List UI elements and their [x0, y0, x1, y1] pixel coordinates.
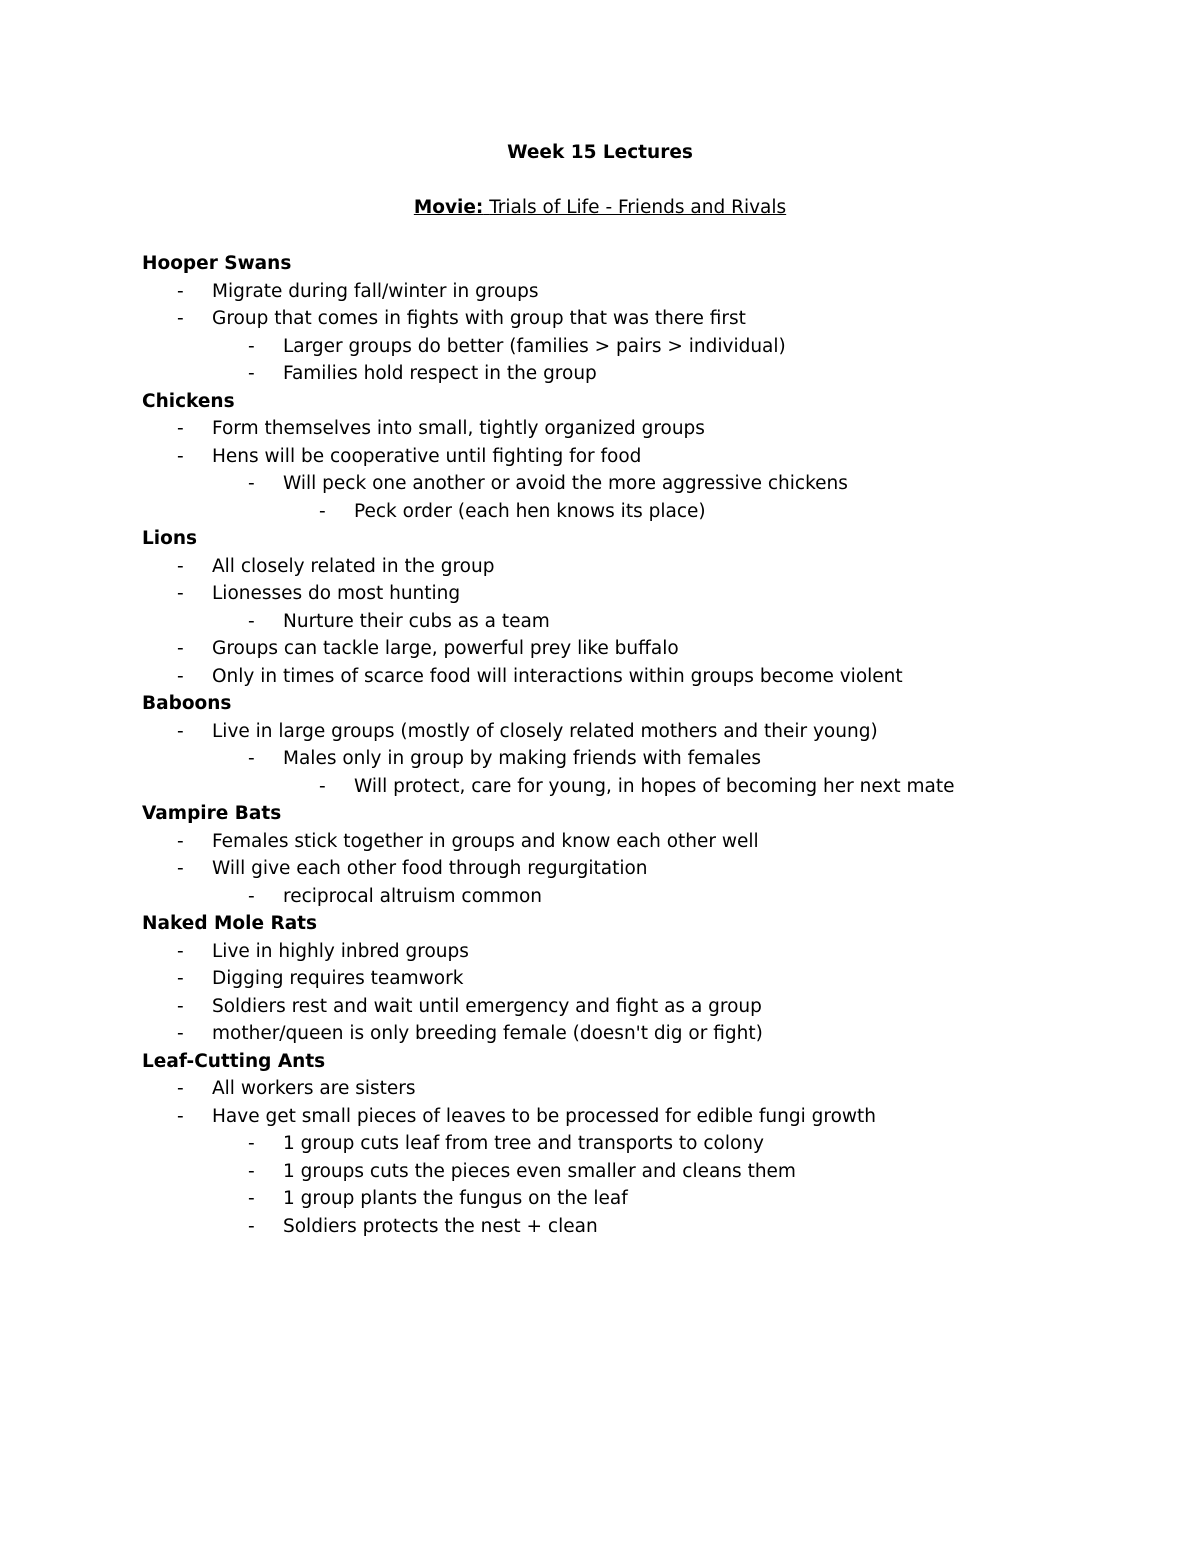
bullet-dash: - — [177, 280, 184, 302]
bullet-item — [142, 1213, 1142, 1241]
bullet-item — [142, 773, 1142, 801]
bullet-dash: - — [177, 1105, 184, 1127]
bullet-text: Families hold respect in the group — [283, 363, 597, 384]
bullet-text: 1 groups cuts the pieces even smaller and cleans them — [283, 1160, 796, 1182]
bullet-text: Groups can tackle large, powerful prey like buffalo — [212, 638, 679, 659]
bullet-text: Will protect, care for young, in hopes of becoming her next mate — [354, 775, 955, 797]
bullet-dash: - — [177, 858, 184, 879]
bullet-text: 1 group cuts leaf from tree and transports to colony — [283, 1133, 764, 1154]
bullet-dash: - — [248, 1160, 255, 1182]
bullet-dash: - — [177, 638, 184, 659]
bullet-text: Digging requires teamwork — [212, 968, 464, 989]
bullet-text: Live in large groups (mostly of closely related mothers and their young) — [212, 720, 878, 742]
bullet-text: reciprocal altruism common — [283, 885, 542, 907]
section-heading: Leaf-Cutting Ants — [142, 1050, 326, 1072]
bullet-dash: - — [177, 830, 184, 852]
bullet-dash: - — [177, 720, 184, 742]
bullet-dash: - — [248, 363, 255, 384]
section-heading: Hooper Swans — [142, 253, 292, 274]
bullet-item — [142, 718, 1142, 746]
bullet-text: Form themselves into small, tightly organized groups — [212, 418, 705, 439]
section-heading: Baboons — [142, 693, 232, 714]
bullet-item — [142, 938, 1142, 966]
bullet-text: Hens will be cooperative until fighting for food — [212, 445, 642, 467]
bullet-text: Males only in group by making friends with females — [283, 748, 762, 769]
bullet-dash: - — [177, 1078, 184, 1099]
movie-label: Movie: — [413, 197, 484, 218]
bullet-item — [142, 883, 1142, 911]
bullet-text: Lionesses do most hunting — [212, 583, 461, 604]
bullet-dash: - — [177, 995, 184, 1017]
bullet-dash: - — [248, 335, 255, 357]
bullet-dash: - — [319, 500, 326, 522]
bullet-text: Live in highly inbred groups — [212, 940, 469, 962]
bullet-item — [142, 1103, 1142, 1131]
section-heading: Naked Mole Rats — [142, 913, 318, 934]
bullet-item — [142, 580, 1142, 608]
bullet-item — [142, 663, 1142, 691]
bullet-text: Nurture their cubs as a team — [283, 610, 550, 632]
bullet-text: Will peck one another or avoid the more aggressive chickens — [283, 473, 848, 494]
section-heading: Vampire Bats — [142, 803, 282, 824]
bullet-item — [142, 498, 1142, 526]
bullet-item — [142, 278, 1142, 306]
bullet-text: Females stick together in groups and know each other well — [212, 830, 759, 852]
bullet-item — [142, 635, 1142, 663]
bullet-dash: - — [177, 308, 184, 329]
movie-line — [0, 195, 1200, 221]
bullet-text: Will give each other food through regurgitation — [212, 858, 648, 879]
bullet-text: Larger groups do better (families > pairs > individual) — [283, 335, 786, 357]
bullet-text: All workers are sisters — [212, 1078, 416, 1099]
bullet-item — [142, 855, 1142, 883]
bullet-dash: - — [177, 940, 184, 962]
bullet-item — [142, 745, 1142, 773]
section-heading: Chickens — [142, 390, 235, 412]
bullet-dash: - — [177, 665, 184, 687]
bullet-text: Peck order (each hen knows its place) — [354, 500, 706, 522]
bullet-dash: - — [248, 473, 255, 494]
notes-body — [142, 250, 1142, 1240]
bullet-dash: - — [319, 775, 326, 797]
bullet-dash: - — [177, 445, 184, 467]
bullet-item — [142, 965, 1142, 993]
bullet-item — [142, 470, 1142, 498]
bullet-item — [142, 305, 1142, 333]
bullet-item — [142, 443, 1142, 471]
bullet-dash: - — [177, 1023, 184, 1044]
bullet-text: Only in times of scarce food will interactions within groups become violent — [212, 665, 903, 687]
bullet-dash: - — [177, 583, 184, 604]
bullet-dash: - — [248, 885, 255, 907]
bullet-dash: - — [177, 968, 184, 989]
bullet-item — [142, 360, 1142, 388]
bullet-item — [142, 1020, 1142, 1048]
bullet-text: Group that comes in fights with group that was there first — [212, 308, 746, 329]
bullet-item — [142, 1130, 1142, 1158]
bullet-text: Soldiers protects the nest + clean — [283, 1215, 598, 1237]
bullet-dash: - — [177, 418, 184, 439]
page-title: Week 15 Lectures — [507, 142, 693, 163]
bullet-item — [142, 1075, 1142, 1103]
bullet-text: mother/queen is only breeding female (doesn't dig or fight) — [212, 1023, 763, 1044]
bullet-text: Soldiers rest and wait until emergency and fight as a group — [212, 995, 762, 1017]
bullet-dash: - — [248, 748, 255, 769]
bullet-dash: - — [177, 555, 184, 577]
bullet-dash: - — [248, 1215, 255, 1237]
section-heading: Lions — [142, 528, 198, 549]
bullet-dash: - — [248, 1133, 255, 1154]
movie-title: Trials of Life - Friends and Rivals — [489, 197, 787, 218]
bullet-dash: - — [248, 1188, 255, 1209]
bullet-item — [142, 553, 1142, 581]
bullet-item — [142, 993, 1142, 1021]
bullet-text: Have get small pieces of leaves to be processed for edible fungi growth — [212, 1105, 877, 1127]
bullet-text: 1 group plants the fungus on the leaf — [283, 1188, 628, 1209]
bullet-item — [142, 828, 1142, 856]
bullet-item — [142, 415, 1142, 443]
bullet-text: Migrate during fall/winter in groups — [212, 280, 539, 302]
bullet-item — [142, 1185, 1142, 1213]
bullet-text: All closely related in the group — [212, 555, 495, 577]
bullet-dash: - — [248, 610, 255, 632]
bullet-item — [142, 608, 1142, 636]
bullet-item — [142, 1158, 1142, 1186]
bullet-item — [142, 333, 1142, 361]
